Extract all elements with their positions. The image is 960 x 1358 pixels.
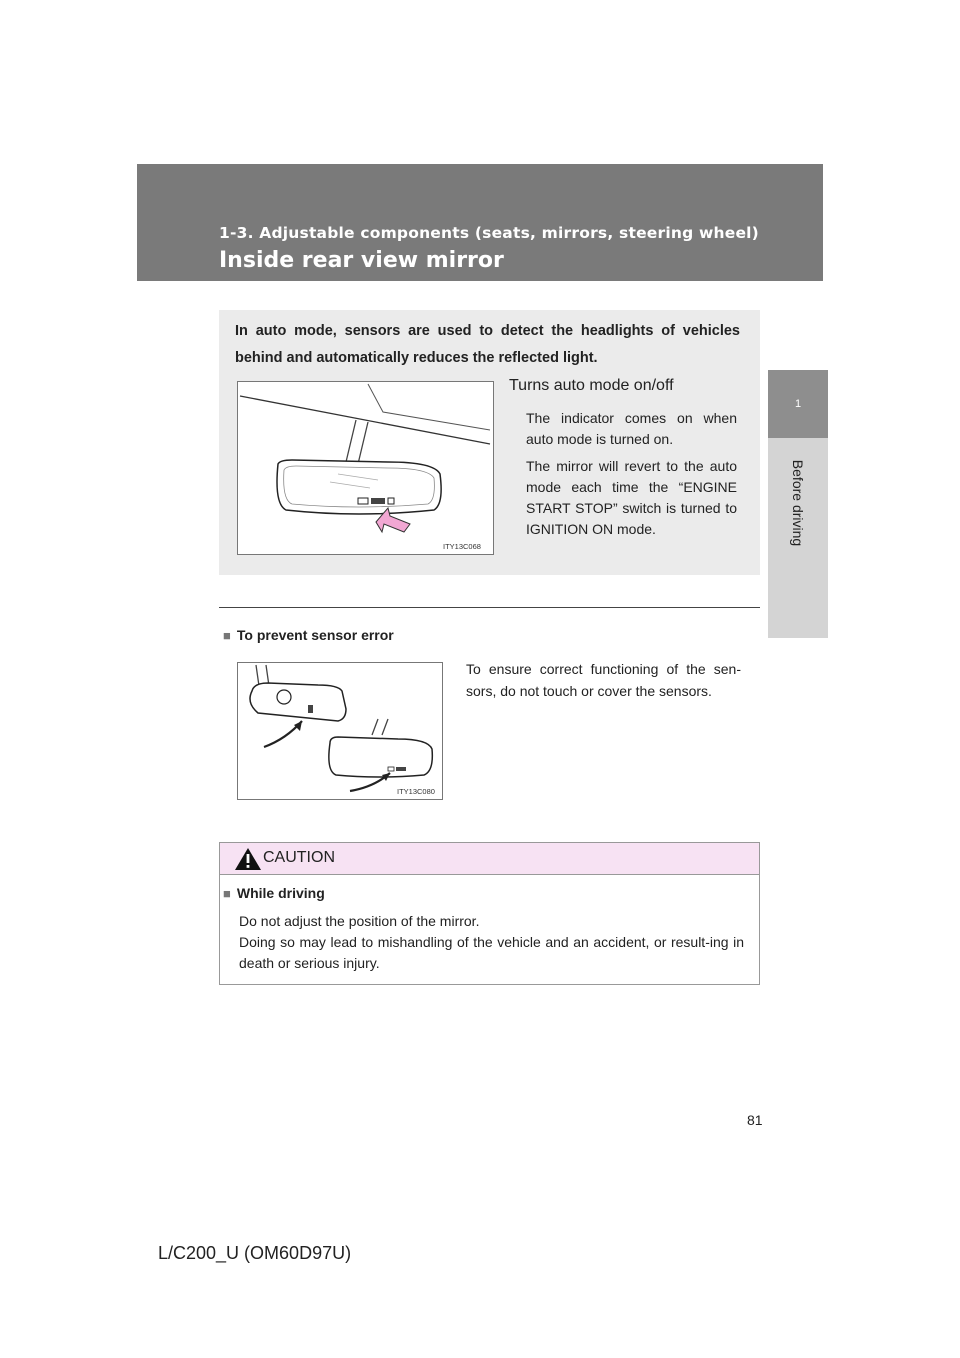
page-number: 81 bbox=[747, 1112, 763, 1128]
mirror-figure-sensors bbox=[237, 662, 443, 800]
sensor-heading bbox=[223, 627, 394, 643]
chapter-number: 1 bbox=[794, 398, 802, 410]
chapter-number-box bbox=[768, 370, 828, 438]
intro-text: In auto mode, sensors are used to detect the headlights of vehicles behind and automatically reduces the reflected light. bbox=[235, 323, 740, 366]
caution-subheading-text: While driving bbox=[236, 885, 325, 901]
caution-label: CAUTION bbox=[263, 849, 335, 866]
square-bullet-icon: ■ bbox=[223, 628, 231, 643]
sensor-text: To ensure correct functioning of the sen-sors, do not touch or cover the sensors. bbox=[466, 661, 741, 699]
caution-line-1: Do not adjust the position of the mirror. bbox=[239, 913, 480, 929]
step-paragraph-1: The indicator comes on when auto mode is turned on. bbox=[526, 410, 737, 447]
chapter-tab-label-wrap bbox=[768, 438, 828, 568]
caution-subheading bbox=[223, 885, 325, 901]
sensor-illustration-icon bbox=[238, 663, 442, 799]
warning-triangle-icon bbox=[234, 847, 262, 871]
figure-id: ITY13C080 bbox=[397, 787, 435, 796]
caution-header bbox=[220, 843, 759, 875]
caution-line-2: Doing so may lead to mishandling of the vehicle and an accident, or result-ing in death or serious injury. bbox=[239, 934, 744, 971]
chapter-tab-label: Before driving bbox=[790, 459, 807, 547]
mirror-figure-auto-button bbox=[237, 381, 494, 555]
caution-body bbox=[239, 911, 744, 974]
mirror-illustration-icon bbox=[238, 382, 493, 554]
footer-code: L/C200_U (OM60D97U) bbox=[158, 1243, 352, 1263]
step-title: Turns auto mode on/off bbox=[509, 377, 674, 394]
section-label: 1-3. Adjustable components (seats, mirrors, steering wheel) bbox=[219, 224, 759, 242]
square-bullet-icon: ■ bbox=[223, 886, 231, 901]
caution-box bbox=[219, 842, 760, 985]
sensor-heading-text: To prevent sensor error bbox=[236, 627, 394, 643]
page-title: Inside rear view mirror bbox=[219, 248, 504, 273]
step-paragraph-2: The mirror will revert to the auto mode each time the “ENGINE START STOP” switch is turned to IGNITION ON mode. bbox=[526, 458, 737, 537]
figure-id: ITY13C068 bbox=[443, 542, 481, 551]
section-divider bbox=[219, 607, 760, 608]
